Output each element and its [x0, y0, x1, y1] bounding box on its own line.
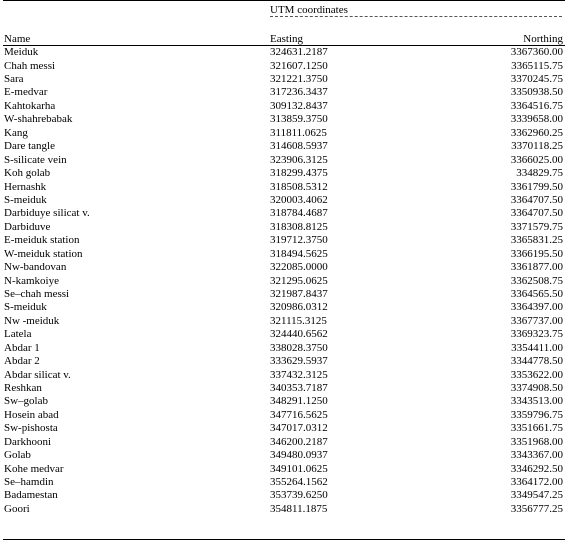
cell-name: W-meiduk station	[4, 247, 83, 260]
table-row	[0, 181, 568, 194]
table-row	[0, 127, 568, 140]
cell-name: Darbiduve	[4, 220, 51, 233]
cell-name: Nw-bandovan	[4, 261, 67, 274]
cell-name: Darbiduye silicat v.	[4, 207, 90, 220]
cell-northing: 3350938.50	[510, 86, 563, 99]
table-row	[0, 395, 568, 408]
table-row	[0, 73, 568, 86]
cell-name: S-meiduk	[4, 301, 47, 314]
cell-northing: 3365831.25	[510, 234, 563, 247]
cell-northing: 3356777.25	[510, 502, 563, 515]
table-row	[0, 355, 568, 368]
cell-northing: 3351968.00	[510, 435, 563, 448]
cell-easting: 348291.1250	[270, 395, 328, 408]
table-row	[0, 60, 568, 73]
cell-name: E-meiduk station	[4, 234, 80, 247]
table-row	[0, 113, 568, 126]
table-row	[0, 463, 568, 476]
table-row	[0, 301, 568, 314]
cell-northing: 3364707.50	[510, 207, 563, 220]
table-row	[0, 503, 568, 516]
cell-name: S-meiduk	[4, 193, 47, 206]
cell-easting: 320986.0312	[270, 301, 328, 314]
column-header-easting: Easting	[270, 33, 303, 45]
cell-northing: 3353622.00	[510, 368, 563, 381]
cell-name: Kohe medvar	[4, 462, 64, 475]
cell-name: N-kamkoiye	[4, 274, 59, 287]
cell-northing: 3362960.25	[510, 126, 563, 139]
cell-name: E-medvar	[4, 86, 48, 99]
cell-northing: 3369323.75	[510, 328, 563, 341]
table-bottom-rule	[3, 539, 565, 540]
cell-name: Meiduk	[4, 46, 39, 59]
cell-northing: 3351661.75	[510, 422, 563, 435]
cell-northing: 3370118.25	[511, 140, 563, 153]
table-row	[0, 422, 568, 435]
cell-northing: 3365115.75	[511, 59, 563, 72]
table-row	[0, 261, 568, 274]
cell-northing: 3344778.50	[510, 355, 563, 368]
table-row	[0, 436, 568, 449]
table-row	[0, 382, 568, 395]
cell-northing: 3366025.00	[510, 153, 563, 166]
cell-name: Dare tangle	[4, 140, 55, 153]
cell-easting: 324631.2187	[270, 46, 328, 59]
table-row	[0, 449, 568, 462]
cell-northing: 3349547.25	[510, 489, 563, 502]
cell-easting: 309132.8437	[270, 99, 328, 112]
cell-easting: 321987.8437	[270, 287, 328, 300]
cell-northing: 3367737.00	[510, 314, 563, 327]
cell-name: Kang	[4, 126, 28, 139]
cell-easting: 347017.0312	[270, 422, 328, 435]
cell-easting: 321221.3750	[270, 73, 328, 86]
cell-easting: 318299.4375	[270, 167, 328, 180]
table-row	[0, 234, 568, 247]
cell-northing: 3367360.00	[510, 46, 563, 59]
column-header-northing: Northing	[523, 33, 563, 45]
cell-easting: 313859.3750	[270, 113, 328, 126]
cell-name: Kahtokarha	[4, 99, 56, 112]
cell-name: Nw -meiduk	[4, 314, 60, 327]
cell-easting: 321295.0625	[270, 274, 328, 287]
table-row	[0, 409, 568, 422]
cell-easting: 318508.5312	[270, 180, 328, 193]
table-row	[0, 288, 568, 301]
cell-northing: 3339658.00	[510, 113, 563, 126]
cell-northing: 3343367.00	[510, 449, 563, 462]
cell-easting: 314608.5937	[270, 140, 328, 153]
cell-name: S-silicate vein	[4, 153, 67, 166]
cell-easting: 340353.7187	[270, 381, 328, 394]
cell-easting: 318308.8125	[270, 220, 328, 233]
table-row	[0, 248, 568, 261]
cell-name: Se–hamdin	[4, 475, 54, 488]
cell-easting: 323906.3125	[270, 153, 328, 166]
cell-northing: 3364172.00	[510, 475, 563, 488]
cell-easting: 354811.1875	[270, 502, 328, 515]
cell-name: Latela	[4, 328, 32, 341]
table-row	[0, 154, 568, 167]
cell-northing: 3346292.50	[510, 462, 563, 475]
cell-northing: 3364565.50	[510, 287, 563, 300]
cell-easting: 337432.3125	[270, 368, 328, 381]
cell-northing: 3359796.75	[510, 408, 563, 421]
cell-easting: 333629.5937	[270, 355, 328, 368]
table-row	[0, 221, 568, 234]
cell-name: Abdar silicat v.	[4, 368, 71, 381]
column-header-name: Name	[4, 33, 31, 45]
cell-name: Sw–golab	[4, 395, 48, 408]
table-row	[0, 275, 568, 288]
cell-name: Golab	[4, 449, 31, 462]
group-header-dashed-rule	[270, 16, 562, 17]
table-row	[0, 86, 568, 99]
cell-easting: 322085.0000	[270, 261, 328, 274]
cell-easting: 349101.0625	[270, 462, 328, 475]
cell-name: Koh golab	[4, 167, 51, 180]
cell-easting: 321607.1250	[270, 59, 328, 72]
cell-northing: 3343513.00	[510, 395, 563, 408]
table-top-rule	[3, 0, 565, 1]
table-row	[0, 46, 568, 59]
cell-easting: 324440.6562	[270, 328, 328, 341]
cell-northing: 3371579.75	[510, 220, 563, 233]
cell-name: Darkhooni	[4, 435, 52, 448]
table-row	[0, 369, 568, 382]
cell-easting: 318784.4687	[270, 207, 328, 220]
cell-northing: 3364516.75	[510, 99, 563, 112]
cell-northing: 3362508.75	[510, 274, 563, 287]
cell-easting: 349480.0937	[270, 449, 328, 462]
cell-name: Hernashk	[4, 180, 47, 193]
table-row	[0, 476, 568, 489]
cell-easting: 321115.3125	[270, 314, 327, 327]
cell-northing: 3370245.75	[510, 73, 563, 86]
table-row	[0, 194, 568, 207]
cell-easting: 347716.5625	[270, 408, 328, 421]
table-row	[0, 328, 568, 341]
cell-name: Hosein abad	[4, 408, 59, 421]
table-row	[0, 342, 568, 355]
cell-easting: 319712.3750	[270, 234, 328, 247]
cell-northing: 334829.75	[516, 167, 563, 180]
cell-name: Sw-pishosta	[4, 422, 58, 435]
table-row	[0, 489, 568, 502]
cell-easting: 318494.5625	[270, 247, 328, 260]
cell-easting: 346200.2187	[270, 435, 328, 448]
cell-name: Goori	[4, 502, 30, 515]
cell-name: Se–chah messi	[4, 287, 70, 300]
cell-name: W-shahrebabak	[4, 113, 73, 126]
cell-northing: 3374908.50	[510, 381, 563, 394]
table-row	[0, 207, 568, 220]
cell-name: Chah messi	[4, 59, 56, 72]
cell-name: Abdar 2	[4, 355, 40, 368]
utm-group-header: UTM coordinates	[270, 4, 348, 16]
cell-name: Reshkan	[4, 381, 42, 394]
cell-easting: 355264.1562	[270, 475, 328, 488]
table-row	[0, 100, 568, 113]
cell-easting: 311811.0625	[270, 126, 327, 139]
cell-name: Badamestan	[4, 489, 58, 502]
cell-easting: 338028.3750	[270, 341, 328, 354]
cell-easting: 320003.4062	[270, 193, 328, 206]
table-row	[0, 167, 568, 180]
cell-northing: 3364707.50	[510, 193, 563, 206]
cell-easting: 317236.3437	[270, 86, 328, 99]
table-row	[0, 140, 568, 153]
cell-northing: 3361877.00	[510, 261, 563, 274]
cell-northing: 3364397.00	[510, 301, 563, 314]
cell-northing: 3354411.00	[511, 341, 563, 354]
cell-northing: 3361799.50	[510, 180, 563, 193]
table-row	[0, 315, 568, 328]
cell-name: Abdar 1	[4, 341, 40, 354]
cell-easting: 353739.6250	[270, 489, 328, 502]
cell-northing: 3366195.50	[510, 247, 563, 260]
cell-name: Sara	[4, 73, 24, 86]
